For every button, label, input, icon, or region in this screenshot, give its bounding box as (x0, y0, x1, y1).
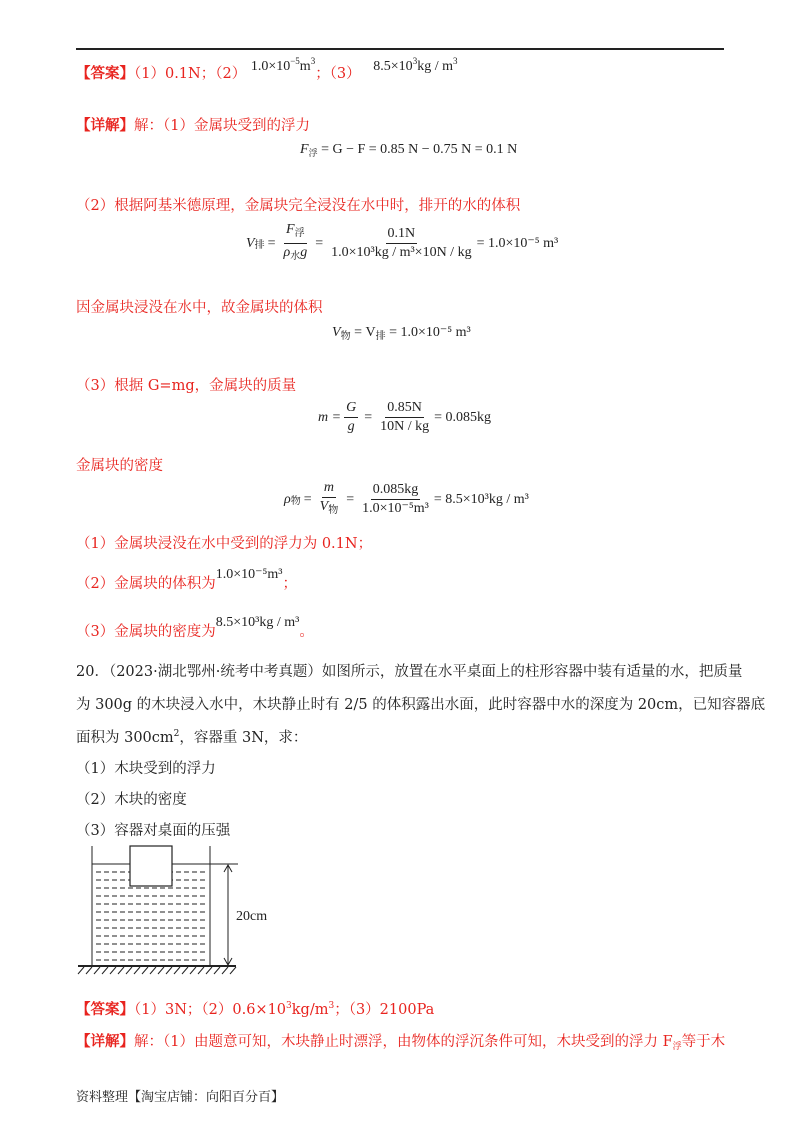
detail-step-2b: 因金属块浸没在水中，故金属块的体积 (76, 300, 323, 316)
answer-part2: ；（3） (315, 66, 361, 82)
fraction-g-over-g: $\frac{G}{g}$ (346, 400, 357, 434)
fraction-numeric-mass: $\frac{0.85N}{10N / kg}$ (380, 400, 430, 434)
fraction-buoyancy-over-rho-g: $\frac{F_浮}{\rho_水g}$ (283, 222, 308, 262)
equation-density: ρ 物 = $\frac{m}{V_物}$ = $\frac{0.085kg}{\text{1.0×10⁻⁵m³}}$ = 8.5×10³kg / m³ (284, 480, 529, 519)
detail-tag: 【详解】 (76, 117, 134, 134)
detail-19-intro (76, 114, 310, 135)
equation-buoyancy: $F_浮 = G - F = 0.85$ N − 0.75 N = 0.1 N (300, 142, 518, 158)
container-figure (76, 842, 326, 982)
question-20-sub-3: （3）容器对桌面的压强 (76, 823, 231, 839)
conclusion-3: （3）金属块的密度为8.5×10³kg / m³。 (76, 615, 314, 640)
detail-step-3: （3）根据 G=mg，金属块的质量 (76, 378, 297, 394)
fraction-numeric-density: $\frac{0.085kg}{\text{1.0×10⁻⁵m³}}$ (362, 482, 429, 516)
equation-object-volume: $V_物 = V_排 = 1.0\times 10^{-5}$ m³ (332, 325, 471, 342)
depth-dimension (210, 864, 238, 965)
conclusion-2: （2）金属块的体积为1.0×10⁻⁵m³； (76, 567, 297, 592)
fraction-numeric-volume: $\frac{0.1N}{\text{1.0×10³kg / m³×10N / kg}}$ (331, 226, 472, 260)
answer-20-line: 【答案】（1）3N；$(2)0.6\times 10^3kg/m^3$；（3）2100Pa (76, 1001, 435, 1018)
equation-mass: m = $\frac{G}{g}$ = $\frac{0.85N}{10N / kg}$ = 0.085kg (318, 400, 491, 434)
header-rule (76, 48, 724, 50)
answer-tag: 【答案】 (76, 1001, 134, 1018)
conclusion-1: （1）金属块浸没在水中受到的浮力为 0.1N； (76, 536, 373, 552)
fraction-m-over-v: $\frac{m}{V_物}$ (319, 480, 339, 516)
footer-source: 资料整理【淘宝店铺：向阳百分百】 (76, 1090, 285, 1105)
depth-label: 20cm (236, 909, 268, 924)
answer-part1: （1）0.1N；（2） (134, 66, 247, 82)
question-20-line-3: 面积为 $300cm^2$，容器重 3N，求： (76, 729, 308, 746)
answer-volume: $1.0\times 10^{-5}m^3$ (250, 56, 316, 74)
question-20-line-1: 20．（2023·湖北鄂州·统考中考真题）如图所示，放置在水平桌面上的柱形容器中装有适量的水，把质量 (76, 664, 743, 680)
question-20-sub-2: （2）木块的密度 (76, 792, 187, 808)
wooden-block (130, 846, 172, 886)
answer-19-line (76, 56, 458, 83)
question-20-sub-1: （1）木块受到的浮力 (76, 761, 216, 777)
answer-tag: 【答案】 (76, 65, 134, 82)
answer-density: $8.5\times 10^3kg / m^3$ (373, 56, 458, 74)
detail-tag: 【详解】 (76, 1033, 134, 1050)
detail-20-line: 【详解】解：（1）由题意可知，木块静止时漂浮，由物体的浮沉条件可知，木块受到的浮力 $F_浮$等于木 (76, 1033, 726, 1052)
detail-step-3b: 金属块的密度 (76, 458, 163, 474)
detail-step-2: （2）根据阿基米德原理，金属块完全浸没在水中时，排开的水的体积 (76, 198, 521, 214)
question-20-line-2: 为 300g 的木块浸入水中，木块静止时有 2/5 的体积露出水面，此时容器中水的深度为 20cm，已知容器底 (76, 697, 766, 713)
detail-intro: 解：（1）金属块受到的浮力 (134, 118, 310, 134)
equation-volume-displaced: V 排 = $\frac{F_浮}{\rho_水g}$ = $\frac{0.1N}{\text{1.0×10³kg / m³×10N / kg}}$ = 1.0×10⁻⁵ m³ (246, 222, 558, 265)
